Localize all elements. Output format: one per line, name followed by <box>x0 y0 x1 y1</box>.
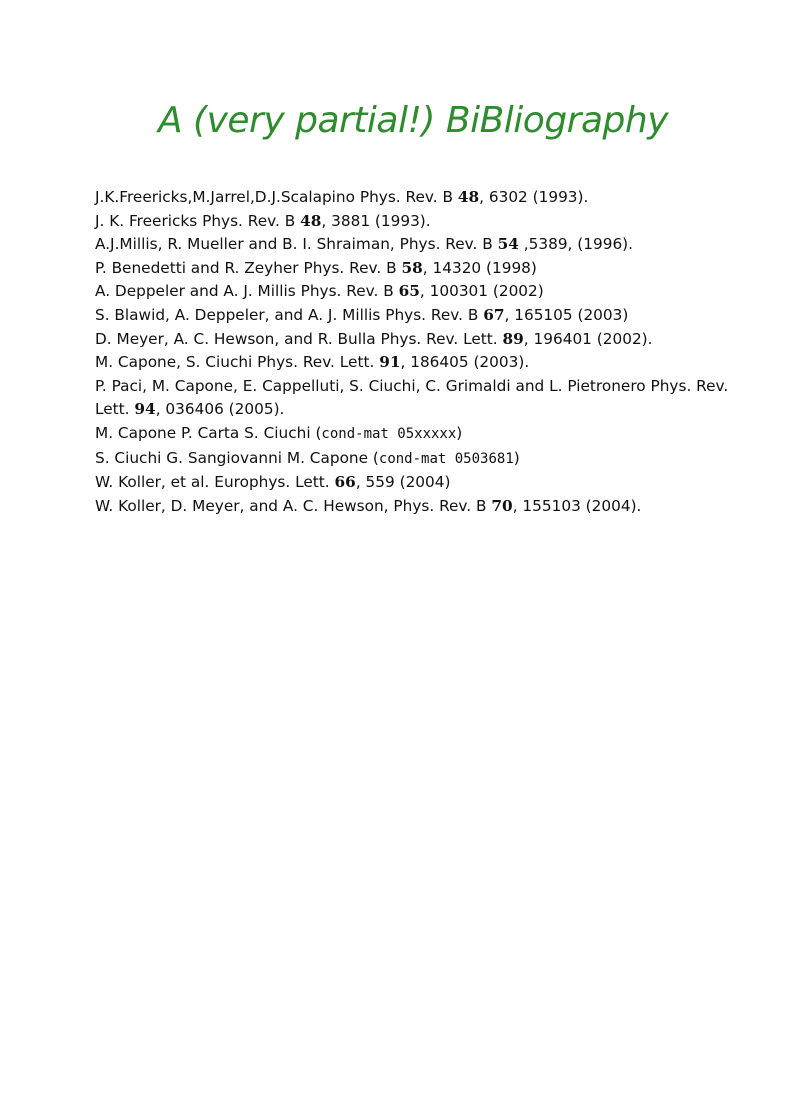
ref-preprint-close: ) <box>513 448 520 467</box>
ref-volume: 58 <box>401 258 423 277</box>
ref-pages-year: , 155103 (2004). <box>512 496 642 515</box>
ref-pages-year: , 196401 (2002). <box>523 329 653 348</box>
reference-item <box>95 186 745 210</box>
reference-list <box>95 186 745 518</box>
ref-pages-year: , 186405 (2003). <box>400 353 530 372</box>
reference-item <box>95 422 745 447</box>
ref-volume: 70 <box>491 496 513 515</box>
ref-authors: P. Paci, M. Capone, E. Cappelluti, S. Ciuchi, C. Grimaldi and L. Pietronero <box>95 376 646 395</box>
page-title: A (very partial!) BiBliography <box>157 100 669 141</box>
ref-journal: Phys. Rev. B <box>202 211 296 230</box>
ref-journal: Europhys. Lett. <box>214 473 330 492</box>
ref-authors: W. Koller, et al. <box>95 473 210 492</box>
ref-volume: 91 <box>379 353 401 372</box>
reference-item <box>95 495 745 519</box>
ref-authors: J. K. Freericks <box>95 211 198 230</box>
reference-item <box>95 210 745 234</box>
ref-journal: Phys. Rev. Lett. <box>95 376 729 419</box>
reference-item <box>95 304 745 328</box>
ref-preprint: cond-mat 05xxxxx <box>321 425 457 442</box>
ref-journal: Phys. Rev. B <box>300 282 394 301</box>
ref-authors: J.K.Freericks,M.Jarrel,D.J.Scalapino <box>95 188 355 206</box>
ref-preprint-open: ( <box>310 423 322 442</box>
ref-volume: 54 <box>497 235 519 254</box>
reference-item <box>95 233 745 257</box>
reference-item <box>95 257 745 281</box>
ref-journal: Phys. Rev. B <box>385 305 479 324</box>
ref-preprint-open: ( <box>368 448 379 467</box>
ref-authors: M. Capone, S. Ciuchi <box>95 353 253 372</box>
ref-authors: S. Ciuchi G. Sangiovanni M. Capone <box>95 448 369 467</box>
ref-authors: D. Meyer, A. C. Hewson, and R. Bulla <box>95 329 376 348</box>
ref-journal: Phys. Rev. B <box>399 235 493 254</box>
ref-journal: Phys. Rev. Lett. <box>257 353 375 372</box>
reference-item <box>95 447 745 472</box>
ref-authors: S. Blawid, A. Deppeler, and A. J. Millis <box>95 305 381 324</box>
ref-volume: 67 <box>483 305 505 324</box>
ref-volume: 48 <box>457 188 480 206</box>
reference-item <box>95 280 745 304</box>
ref-pages-year: , 559 (2004) <box>355 473 451 492</box>
ref-authors: A. Deppeler and A. J. Millis <box>95 282 296 301</box>
reference-item <box>95 375 745 422</box>
reference-item <box>95 471 745 495</box>
reference-item <box>95 351 745 375</box>
ref-journal: Phys. Rev. B <box>393 496 487 515</box>
reference-item <box>95 328 745 352</box>
ref-preprint: cond-mat 0503681 <box>378 450 514 467</box>
ref-volume: 66 <box>334 473 356 492</box>
ref-authors: M. Capone P. Carta S. Ciuchi <box>95 423 311 442</box>
ref-authors: A.J.Millis, R. Mueller and B. I. Shraiman, <box>95 235 395 254</box>
ref-pages-year: , 14320 (1998) <box>422 258 537 277</box>
ref-pages-year: , 100301 (2002) <box>419 282 544 301</box>
ref-journal: Phys. Rev. Lett. <box>380 329 498 348</box>
ref-authors: W. Koller, D. Meyer, and A. C. Hewson, <box>95 496 389 515</box>
ref-volume: 65 <box>398 282 420 301</box>
ref-pages-year: ,5389, (1996). <box>518 235 634 254</box>
ref-authors: P. Benedetti and R. Zeyher <box>95 258 299 277</box>
ref-pages-year: , 3881 (1993). <box>321 211 431 230</box>
ref-volume: 94 <box>134 400 156 419</box>
ref-preprint-close: ) <box>456 423 463 442</box>
ref-pages-year: , 036406 (2005). <box>155 400 285 419</box>
ref-journal: Phys. Rev. B <box>303 258 397 277</box>
ref-volume: 48 <box>300 211 322 230</box>
ref-volume: 89 <box>502 329 524 348</box>
ref-pages-year: , 165105 (2003) <box>504 305 629 324</box>
ref-journal: Phys. Rev. B <box>359 188 453 206</box>
ref-pages-year: , 6302 (1993). <box>479 188 589 206</box>
